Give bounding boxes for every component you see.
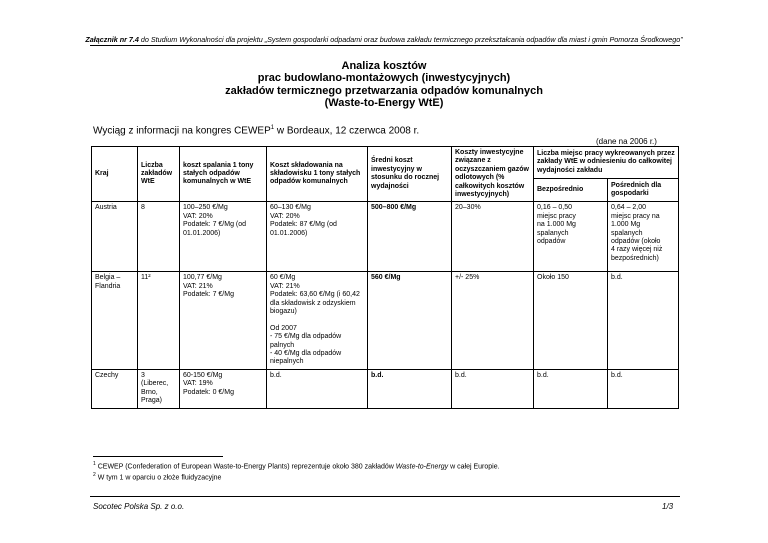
cell-line: 01.01.2006) [270, 229, 308, 237]
intro-main: Wyciąg z informacji na kongres CEWEP [93, 125, 271, 137]
col-header-koszty-inwestycyjne: Koszty inwestycyjne związane z oczyszczaniem gazów odlotowych (% całkowitych kosztów inwestycyjnych) [452, 147, 534, 202]
footnote-2 [93, 472, 221, 481]
footnote-number: 2 [93, 472, 96, 478]
cell-line: odpadów (około [611, 238, 661, 246]
cell-line: VAT: 21% [183, 282, 213, 290]
col-header-kraj: Kraj [92, 147, 138, 202]
cell-line: - 40 €/Mg dla odpadów [270, 350, 342, 358]
cell-line: Austria [95, 204, 117, 212]
cell-line: Podatek: 0 €/Mg [183, 388, 234, 396]
title-line: Analiza kosztów [341, 60, 427, 72]
cell-spalanie [180, 272, 267, 369]
cell-line: (Liberec, [141, 380, 169, 388]
cell-line: b.d. [611, 371, 623, 379]
cell-line: Flandria [95, 282, 121, 290]
cell-skladowanie [267, 202, 368, 272]
cell-bezposrednio [534, 272, 608, 369]
footnote-text: W tym 1 w oparciu o złoże fluidyzacyjne [95, 474, 222, 482]
cell-line: Około 150 [537, 274, 569, 282]
cell-line: bezpośrednich) [611, 254, 659, 262]
cell-line: 1.000 Mg [611, 221, 641, 229]
footnote-number: 1 [93, 461, 96, 467]
table-row [92, 202, 679, 272]
cost-table [91, 146, 679, 409]
cell-koszty: b.d. [452, 369, 534, 408]
cell-line: palnych [270, 341, 295, 349]
header-row-1 [92, 147, 679, 179]
cell-line: dla składowisk z odzyskiem [270, 299, 356, 307]
cell-line: Podatek: 63,60 €/Mg (i 60,42 [270, 291, 360, 299]
cell-line: Praga) [141, 397, 163, 405]
cell-line: niepalnych [270, 358, 304, 366]
table-row [92, 369, 679, 408]
cell-line: Czechy [95, 371, 119, 379]
cell-liczba [138, 272, 180, 369]
cell-line: spalanych [537, 229, 569, 237]
col-header-miejsca-pracy: Liczba miejsc pracy wykreowanych przez zakłady WtE w odniesieniu do całkowitej wydajności zakładu [534, 147, 679, 179]
cell-skladowanie [267, 369, 368, 408]
cell-sredni: 560 €/Mg [368, 272, 452, 369]
cell-line: 100,77 €/Mg [183, 274, 222, 282]
document-header [0, 35, 768, 44]
cell-line: 8 [141, 204, 145, 212]
cell-line: VAT: 20% [270, 212, 300, 220]
cell-line: VAT: 19% [183, 380, 213, 388]
cell-skladowanie [267, 272, 368, 369]
cell-line: odpadów [537, 238, 566, 246]
cell-bezposrednio [534, 202, 608, 272]
intro-rest: w Bordeaux, 12 czerwca 2008 r. [274, 125, 420, 137]
cell-kraj [92, 272, 138, 369]
cell-line: 3 [141, 371, 145, 379]
col-header-koszt-skladowania: Koszt składowania na składowisku 1 tony stałych odpadów komunalnych [267, 147, 368, 202]
footnote-text: CEWEP (Confederation of European Waste-to-Energy Plants) reprezentuje około 380 zakładów [95, 463, 396, 471]
cell-line: Od 2007 [270, 324, 297, 332]
intro-text [93, 125, 419, 136]
cell-line: Podatek: 7 €/Mg [183, 291, 234, 299]
cell-line: VAT: 20% [183, 212, 213, 220]
cell-line: miejsc pracy [537, 212, 576, 220]
col-header-posrednich: Pośrednich dla gospodarki [608, 179, 679, 202]
cell-line: b.d. [270, 371, 282, 379]
cell-kraj [92, 369, 138, 408]
table-row [92, 272, 679, 369]
col-header-bezposrednio: Bezpośrednio [534, 179, 608, 202]
cell-line: Podatek: 7 €/Mg (od [183, 221, 247, 229]
footnote-italic: Waste-to-Energy [395, 463, 449, 471]
cell-posrednich [608, 369, 679, 408]
footnote-ref: 1 [270, 125, 275, 131]
footnote-1 [93, 461, 500, 470]
cell-line: 01.01.2006) [183, 229, 221, 237]
cell-line: b.d. [611, 274, 623, 282]
cell-line: 4 razy więcej niż [611, 246, 663, 254]
cell-liczba [138, 369, 180, 408]
cell-line: Podatek: 87 €/Mg (od [270, 221, 337, 229]
cell-line: 60 €/Mg [270, 274, 296, 282]
cell-line: Brno, [141, 388, 158, 396]
cell-spalanie [180, 202, 267, 272]
cell-line: biogazu) [270, 308, 297, 316]
col-header-liczba: Liczba zakładów WtE [138, 147, 180, 202]
header-rule [90, 45, 680, 46]
col-header-koszt-spalania: koszt spalania 1 tony stałych odpadów komunalnych w WtE [180, 147, 267, 202]
cell-line: VAT: 21% [270, 282, 300, 290]
cell-bezposrednio [534, 369, 608, 408]
document-title [0, 60, 768, 110]
cell-posrednich [608, 202, 679, 272]
cell-line: - 75 €/Mg dla odpadów [270, 333, 342, 341]
cell-line: 11² [141, 274, 151, 282]
header-bold: Załącznik nr 7.4 [85, 35, 139, 44]
col-header-sredni-koszt: Średni koszt inwestycyjny w stosunku do rocznej wydajności [368, 147, 452, 202]
cell-line: miejsc pracy na [611, 212, 660, 220]
cell-koszty: +/- 25% [452, 272, 534, 369]
cell-line: 60-150 €/Mg [183, 371, 223, 379]
cell-line: 100–250 €/Mg [183, 204, 228, 212]
page-number: 1/3 [662, 502, 674, 511]
cell-line: 60–130 €/Mg [270, 204, 311, 212]
cell-sredni: b.d. [368, 369, 452, 408]
cell-liczba [138, 202, 180, 272]
cell-line: b.d. [537, 371, 549, 379]
title-line: (Waste-to-Energy WtE) [324, 97, 444, 110]
cell-line: 0,64 – 2,00 [611, 204, 647, 212]
cell-spalanie [180, 369, 267, 408]
cell-posrednich [608, 272, 679, 369]
cell-line: spalanych [611, 229, 643, 237]
footer-company: Socotec Polska Sp. z o.o. [93, 502, 185, 511]
cell-koszty: 20–30% [452, 202, 534, 272]
cell-spacer [270, 316, 364, 324]
title-line: prac budowlano-montażowych (inwestycyjnych) [257, 72, 511, 85]
cell-line: 0,16 – 0,50 [537, 204, 573, 212]
footnote-rule [93, 456, 223, 457]
cell-line: Belgia – [95, 274, 121, 282]
cell-kraj [92, 202, 138, 272]
title-line: zakładów termicznego przetwarzania odpadów komunalnych [225, 84, 543, 97]
cell-sredni: 500–800 €/Mg [368, 202, 452, 272]
footer-rule [90, 496, 680, 497]
header-rest: do Studium Wykonalności dla projektu „System gospodarki odpadami oraz budowa zakładu termicznego przekształcania odpadów dla miast i gmin Pomorza Środkowego” [138, 35, 683, 44]
data-year-note: (dane na 2006 r.) [596, 137, 657, 146]
footnote-text: w całej Europie. [448, 463, 500, 471]
cell-line: na 1.000 Mg [537, 221, 576, 229]
